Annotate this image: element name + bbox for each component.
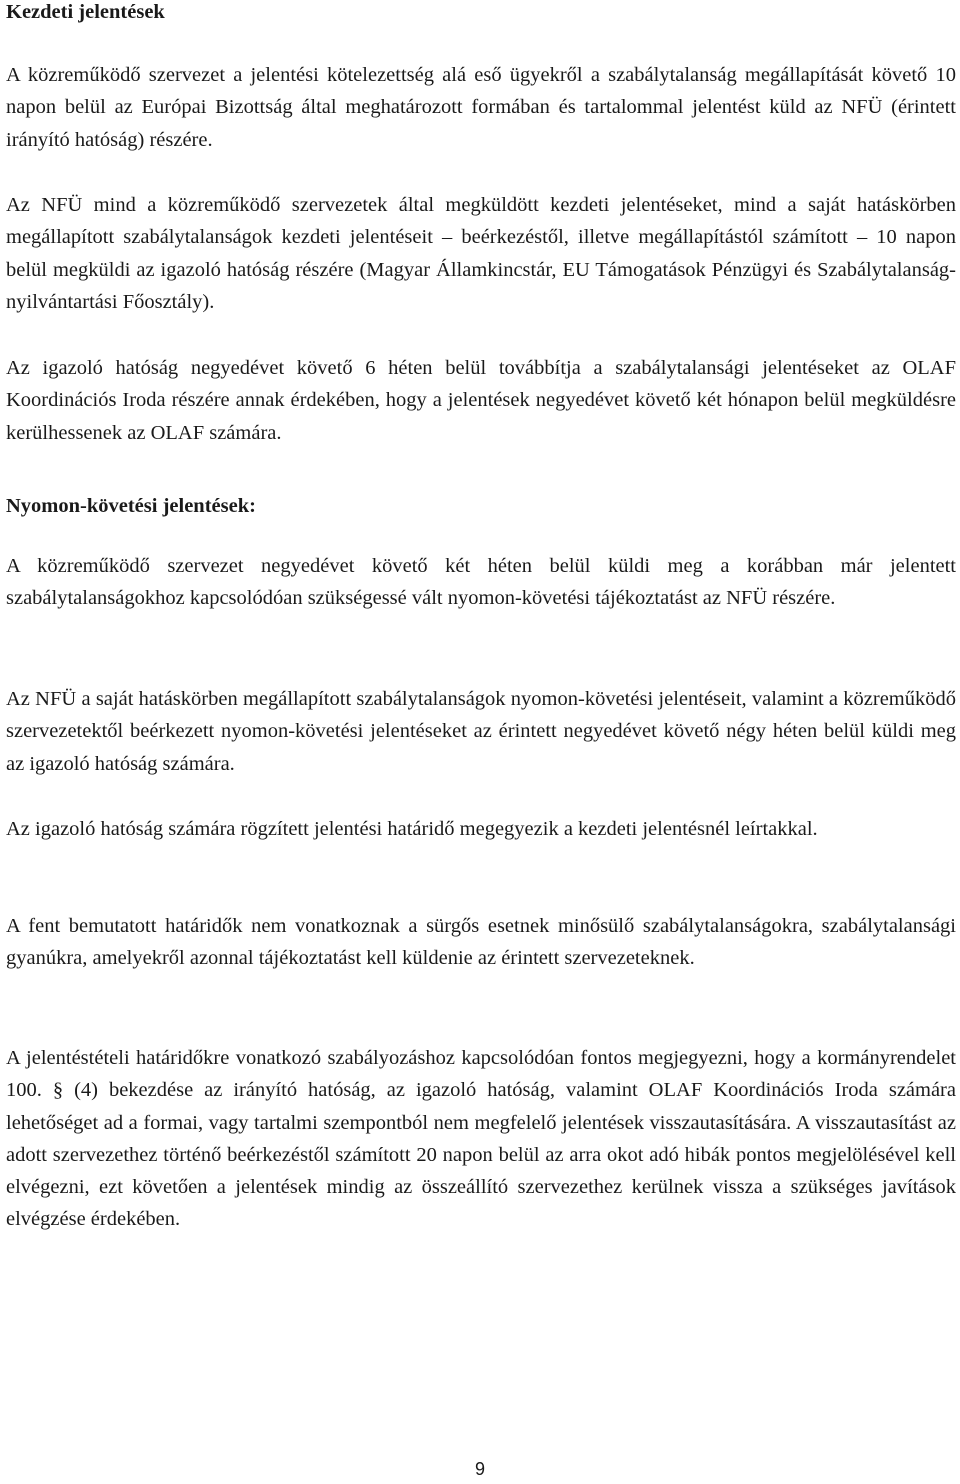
paragraph-initial-1: A közreműködő szervezet a jelentési kötelezettség alá eső ügyekről a szabálytalanság megállapítását követő 10 napon belül az Európai Bizottság által meghatározott formában és tartalommal jelentést küld az NFÜ (érintett irányító hatóság) részére. (6, 64, 956, 151)
paragraph-followup-3: Az igazoló hatóság számára rögzített jelentési határidő megegyezik a kezdeti jelentésnél leírtakkal. (6, 818, 818, 840)
paragraph-followup-5: A jelentéstételi határidőkre vonatkozó szabályozáshoz kapcsolódóan fontos megjegyezni, hogy a kormányrendelet 100. § (4) bekezdése az irányító hatóság, az igazoló hatóság, valamint OLAF Koordinációs Iroda számára lehetőséget ad a formai, vagy tartalmi szempontból nem megfelelő jelentések visszautasítására. A visszautasítást az adott szervezethez történő beérkezéstől számított 20 napon belül az arra okot adó hibák pontos megjelölésével kell elvégezni, ezt követően a jelentések mindig az összeállító szervezethez kerülnek vissza a szükséges javítások elvégzése érdekében. (6, 1047, 956, 1231)
paragraph-followup-1: A közreműködő szervezet negyedévet követő két héten belül küldi meg a korábban már jelentett szabálytalanságokhoz kapcsolódóan szükségessé vált nyomon-követési tájékoztatást az NFÜ részére. (6, 555, 956, 610)
heading-initial-reports: Kezdeti jelentések (6, 1, 165, 23)
paragraph-initial-3: Az igazoló hatóság negyedévet követő 6 héten belül továbbítja a szabálytalansági jelentéseket az OLAF Koordinációs Iroda részére annak érdekében, hogy a jelentések negyedévet követő két hónapon belül megküldésre kerülhessenek az OLAF számára. (6, 357, 956, 444)
paragraph-followup-2: Az NFÜ a saját hatáskörben megállapított szabálytalanságok nyomon-követési jelentéseit, valamint a közreműködő szervezetektől beérkezett nyomon-követési jelentéseket az érintett negyedévet követő négy héten belül küldi meg az igazoló hatóság számára. (6, 688, 956, 775)
paragraph-initial-2: Az NFÜ mind a közreműködő szervezetek által megküldött kezdeti jelentéseket, mind a saját hatáskörben megállapított szabálytalanságok kezdeti jelentéseit – beérkezéstől, illetve megállapítástól számított – 10 napon belül megküldi az igazoló hatóság részére (Magyar Államkincstár, EU Támogatások Pénzügyi és Szabálytalanság-nyilvántartási Főosztály). (6, 194, 956, 313)
paragraph-followup-4: A fent bemutatott határidők nem vonatkoznak a sürgős esetnek minősülő szabálytalanságokra, szabálytalansági gyanúkra, amelyekről azonnal tájékoztatást kell küldenie az érintett szervezeteknek. (6, 915, 956, 970)
heading-followup-reports: Nyomon-követési jelentések: (6, 495, 256, 517)
page-number: 9 (474, 1459, 485, 1479)
